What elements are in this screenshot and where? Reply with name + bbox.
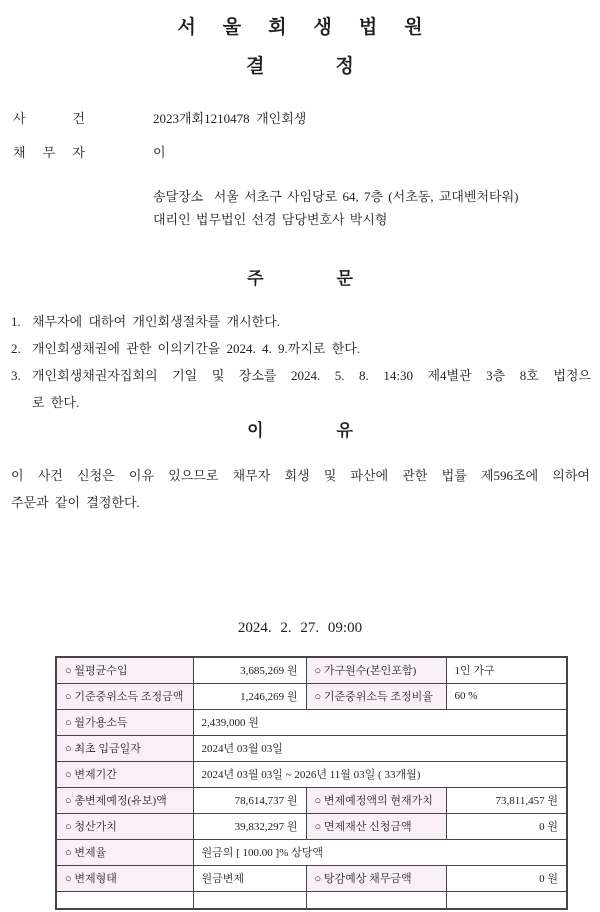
table-row	[56, 657, 567, 683]
table-row	[56, 839, 567, 865]
label-first-deposit-date: ○ 최초 입금일자	[56, 735, 193, 761]
order-item-text: 개인회생채권에 관한 이의기간을 2024. 4. 9.까지로 한다.	[32, 341, 361, 356]
value-liquidation-value: 39,832,297 원	[193, 813, 306, 839]
label-repayment-form: ○ 변제형태	[56, 865, 193, 891]
hearing-datetime: 2024. 2. 27. 09:00	[237, 620, 363, 636]
table-row	[56, 865, 567, 891]
order-item-number: 2.	[11, 341, 21, 356]
value-total-expected-repayment: 78,614,737 원	[193, 787, 306, 813]
order-list	[11, 308, 591, 416]
value-first-deposit-date: 2024년 03월 03일	[193, 735, 567, 761]
value-median-income-adjusted-amount: 1,246,269 원	[193, 683, 306, 709]
label-household-size: ○ 가구원수(본인포함)	[306, 657, 446, 683]
value-exempt-property-request: 0 원	[446, 813, 567, 839]
table-row	[56, 735, 567, 761]
table-row	[56, 787, 567, 813]
label-exempt-property-request: ○ 면제재산 신청금액	[306, 813, 446, 839]
reason-paragraph	[11, 462, 590, 516]
label-total-expected-repayment: ○ 총변제예정(유보)액	[56, 787, 193, 813]
representative-line: 대리인 법무법인 선경 담당변호사 박시형	[153, 212, 388, 227]
value-repayment-period: 2024년 03월 03일 ~ 2026년 11월 03일 ( 33개월)	[193, 761, 567, 787]
case-number-value: 2023개회1210478 개인회생	[153, 111, 307, 126]
order-item-number: 3.	[11, 368, 21, 383]
order-item-number: 1.	[11, 314, 21, 329]
order-item-text: 채무자에 대하여 개인회생절차를 개시한다.	[32, 314, 281, 329]
value-present-value-of-repayment: 73,811,457 원	[446, 787, 567, 813]
value-median-income-adjust-ratio: 60 %	[446, 683, 567, 709]
label-median-income-adjust-ratio: ○ 기준중위소득 조정비율	[306, 683, 446, 709]
order-section-heading: 주문	[247, 269, 426, 288]
document-type-heading: 결정	[246, 56, 425, 77]
order-item-1	[11, 308, 591, 335]
debtor-label: 채 무 자	[13, 145, 85, 160]
table-row	[56, 683, 567, 709]
label-repayment-period: ○ 변제기간	[56, 761, 193, 787]
value-monthly-disposable-income: 2,439,000 원	[193, 709, 567, 735]
label-liquidation-value: ○ 청산가치	[56, 813, 193, 839]
table-row	[56, 709, 567, 735]
case-label: 사 건	[13, 111, 85, 126]
value-monthly-average-income: 3,685,269 원	[193, 657, 306, 683]
value-repayment-rate: 원금의 [ 100.00 ]% 상당액	[193, 839, 567, 865]
label-median-income-adjusted-amount: ○ 기준중위소득 조정금액	[56, 683, 193, 709]
label-monthly-average-income: ○ 월평균수입	[56, 657, 193, 683]
label-expected-forgiven-debt: ○ 탕감예상 채무금액	[306, 865, 446, 891]
table-row-partial	[56, 891, 567, 909]
repayment-summary-table	[55, 656, 568, 910]
reason-text-line2: 주문과 같이 결정한다.	[11, 495, 140, 510]
service-address-line: 송달장소 서울 서초구 사임당로 64, 7층 (서초동, 교대벤처타워)	[153, 189, 519, 204]
value-repayment-form: 원금변제	[193, 865, 306, 891]
table-row	[56, 761, 567, 787]
reason-section-heading: 이유	[247, 421, 426, 440]
order-item-2	[11, 335, 591, 362]
label-repayment-rate: ○ 변제율	[56, 839, 193, 865]
value-household-size: 1인 가구	[446, 657, 567, 683]
value-expected-forgiven-debt: 0 원	[446, 865, 567, 891]
order-item-3	[11, 362, 591, 416]
order-item-text-line1: 개인회생채권자집회의 기일 및 장소를 2024. 5. 8. 14:30 제4별관 3층 8호 법정으	[32, 368, 591, 383]
court-title: 서울회생법원	[177, 17, 450, 38]
table-row	[56, 813, 567, 839]
reason-text-line1: 이 사건 신청은 이유 있으므로 채무자 회생 및 파산에 관한 법률 제596조에 의하여	[11, 468, 590, 483]
debtor-name: 이	[153, 145, 166, 160]
order-item-text-line2: 로 한다.	[32, 395, 80, 410]
label-monthly-disposable-income: ○ 월가용소득	[56, 709, 193, 735]
label-present-value-of-repayment: ○ 변제예정액의 현재가치	[306, 787, 446, 813]
